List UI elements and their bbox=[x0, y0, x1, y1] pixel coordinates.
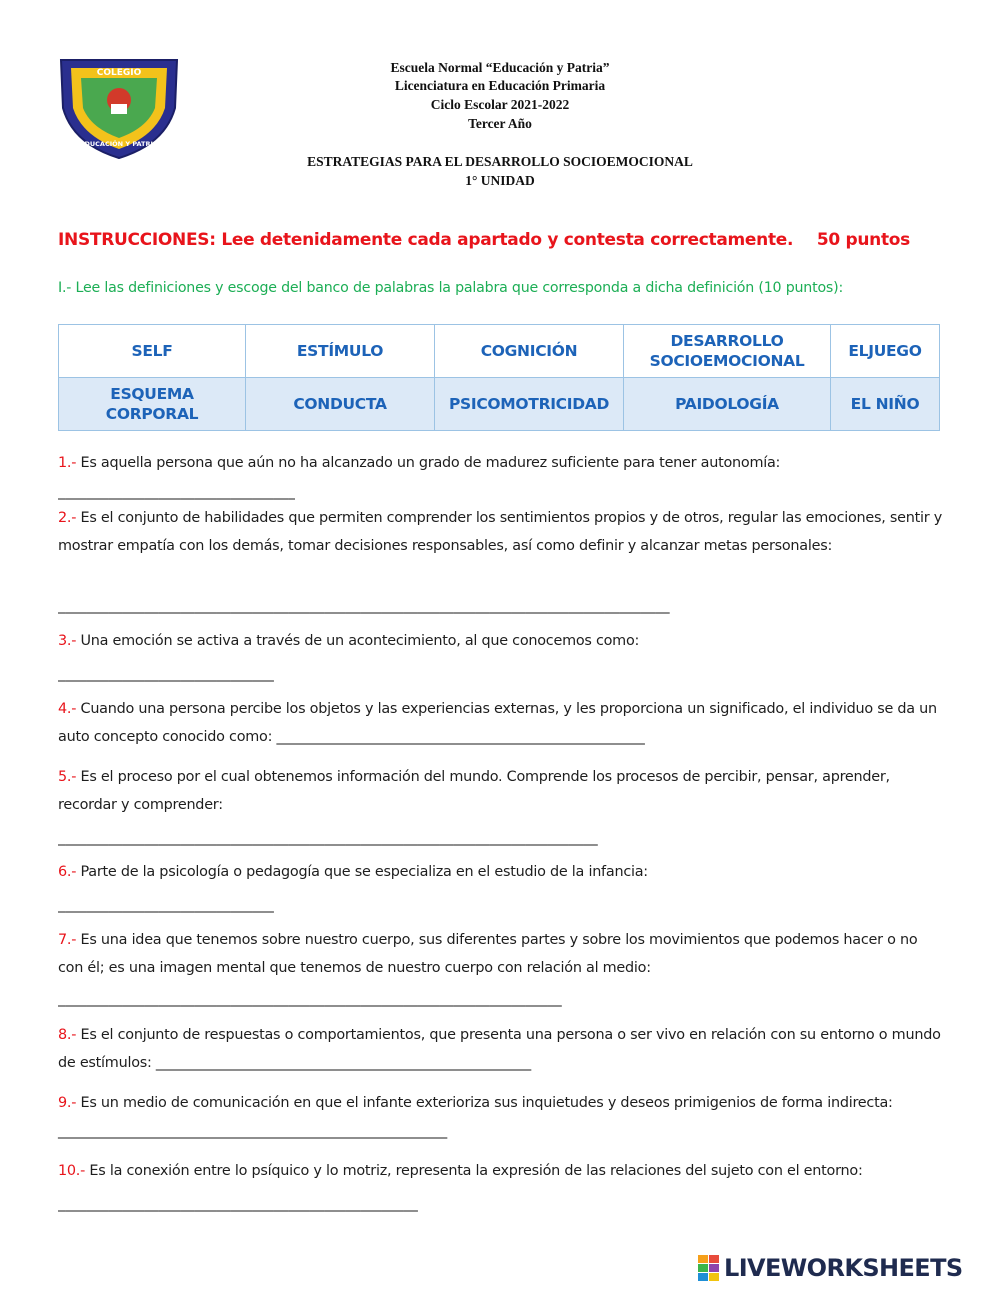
logo-bottom-text: EDUCACIÓN Y PATRIA bbox=[80, 140, 158, 148]
answer-blank-8[interactable]: ______________________________________________________ bbox=[155, 1055, 531, 1071]
question-text: Es el conjunto de respuestas o comportamientos, que presenta una persona o ser vivo en relación con su entorno o mundo de estímulos: bbox=[58, 1027, 941, 1071]
question-number: 6.- bbox=[58, 864, 77, 880]
question-number: 9.- bbox=[58, 1095, 77, 1111]
word-bank-row bbox=[59, 325, 940, 378]
answer-blank-1[interactable]: _________________________________ bbox=[58, 484, 296, 500]
question-text: Cuando una persona percibe los objetos y las experiencias externas, y les proporciona un significado, el individuo se da un auto concepto conocido como: bbox=[58, 701, 937, 745]
question-number: 1.- bbox=[58, 455, 77, 471]
question-text: Parte de la psicología o pedagogía que se especializa en el estudio de la infancia: bbox=[80, 864, 648, 880]
answer-blank-10[interactable]: __________________________________________________ bbox=[58, 1196, 418, 1212]
question-number: 3.- bbox=[58, 633, 77, 649]
degree-name: Licenciatura en Educación Primaria bbox=[394, 78, 606, 93]
question-number: 2.- bbox=[58, 510, 77, 526]
question-number: 5.- bbox=[58, 769, 77, 785]
answer-blank-2[interactable]: _____________________________________________________________________________________ bbox=[58, 598, 670, 614]
answer-blank-7[interactable]: ______________________________________________________________________ bbox=[58, 991, 562, 1007]
word-bank-row bbox=[59, 378, 940, 431]
question-7 bbox=[58, 926, 943, 982]
question-8 bbox=[58, 1021, 943, 1077]
question-number: 7.- bbox=[58, 932, 77, 948]
school-year: Ciclo Escolar 2021-2022 bbox=[430, 97, 570, 112]
word-bank-cell: SELF bbox=[59, 325, 246, 378]
answer-blank-6[interactable]: ______________________________ bbox=[58, 897, 274, 913]
liveworksheets-logo-icon bbox=[698, 1255, 720, 1281]
instructions bbox=[58, 230, 918, 256]
question-number: 4.- bbox=[58, 701, 77, 717]
brand-name: LIVEWORKSHEETS bbox=[724, 1254, 963, 1282]
question-1 bbox=[58, 449, 943, 477]
question-4 bbox=[58, 695, 943, 751]
word-bank-table bbox=[58, 324, 940, 431]
instructions-text: INSTRUCCIONES: Lee detenidamente cada apartado y contesta correctamente. bbox=[58, 230, 794, 250]
word-bank-cell: ELJUEGO bbox=[831, 325, 940, 378]
total-points: 50 puntos bbox=[816, 230, 910, 250]
word-bank-cell: PAIDOLOGÍA bbox=[624, 378, 831, 431]
word-bank-cell: PSICOMOTRICIDAD bbox=[435, 378, 624, 431]
question-5 bbox=[58, 763, 943, 819]
grade-year: Tercer Año bbox=[468, 116, 532, 131]
question-10 bbox=[58, 1157, 943, 1185]
question-text: Es la conexión entre lo psíquico y lo motriz, representa la expresión de las relaciones del sujeto con el entorno: bbox=[89, 1163, 863, 1179]
question-3 bbox=[58, 627, 943, 655]
course-title: ESTRATEGIAS PARA EL DESARROLLO SOCIOEMOCIONAL bbox=[307, 154, 693, 169]
question-6 bbox=[58, 858, 943, 886]
question-text: Es el proceso por el cual obtenemos información del mundo. Comprende los procesos de percibir, pensar, aprender, recordar y comprender: bbox=[58, 769, 890, 813]
section-1-title: I.- Lee las definiciones y escoge del banco de palabras la palabra que corresponda a dicha definición (10 puntos): bbox=[58, 280, 844, 296]
question-number: 8.- bbox=[58, 1027, 77, 1043]
question-number: 10.- bbox=[58, 1163, 86, 1179]
question-text: Es el conjunto de habilidades que permiten comprender los sentimientos propios y de otros, regular las emociones, sentir y mostrar empatía con los demás, tomar decisiones responsables, así como definir y alcanzar metas personales: bbox=[58, 510, 943, 554]
word-bank-cell: DESARROLLO SOCIOEMOCIONAL bbox=[624, 325, 831, 378]
word-bank-cell: ESTÍMULO bbox=[246, 325, 435, 378]
word-bank-cell: ESQUEMA CORPORAL bbox=[59, 378, 246, 431]
answer-blank-3[interactable]: ______________________________ bbox=[58, 666, 274, 682]
logo-top-text: COLEGIO bbox=[96, 68, 142, 78]
unit-label: 1° UNIDAD bbox=[465, 173, 535, 188]
question-9 bbox=[58, 1089, 943, 1145]
word-bank-cell: EL NIÑO bbox=[831, 378, 940, 431]
question-2 bbox=[58, 504, 943, 560]
question-text: Es aquella persona que aún no ha alcanzado un grado de madurez suficiente para tener autonomía: bbox=[80, 455, 781, 471]
answer-blank-9[interactable]: ________________________________________________________ bbox=[58, 1123, 447, 1139]
question-text: Es una idea que tenemos sobre nuestro cuerpo, sus diferentes partes y sobre los movimientos que podemos hacer o no con él; es una imagen mental que tenemos de nuestro cuerpo con relación al medio: bbox=[58, 932, 918, 976]
question-text: Una emoción se activa a través de un acontecimiento, al que conocemos como: bbox=[80, 633, 640, 649]
answer-blank-4[interactable]: _____________________________________________________ bbox=[276, 729, 645, 745]
liveworksheets-brand bbox=[698, 1253, 963, 1283]
answer-blank-5[interactable]: ___________________________________________________________________________ bbox=[58, 830, 598, 846]
word-bank-cell: CONDUCTA bbox=[246, 378, 435, 431]
question-text: Es un medio de comunicación en que el infante exterioriza sus inquietudes y deseos primigenios de forma indirecta: bbox=[80, 1095, 893, 1111]
school-name: Escuela Normal “Educación y Patria” bbox=[390, 60, 610, 75]
word-bank-cell: COGNICIÓN bbox=[435, 325, 624, 378]
